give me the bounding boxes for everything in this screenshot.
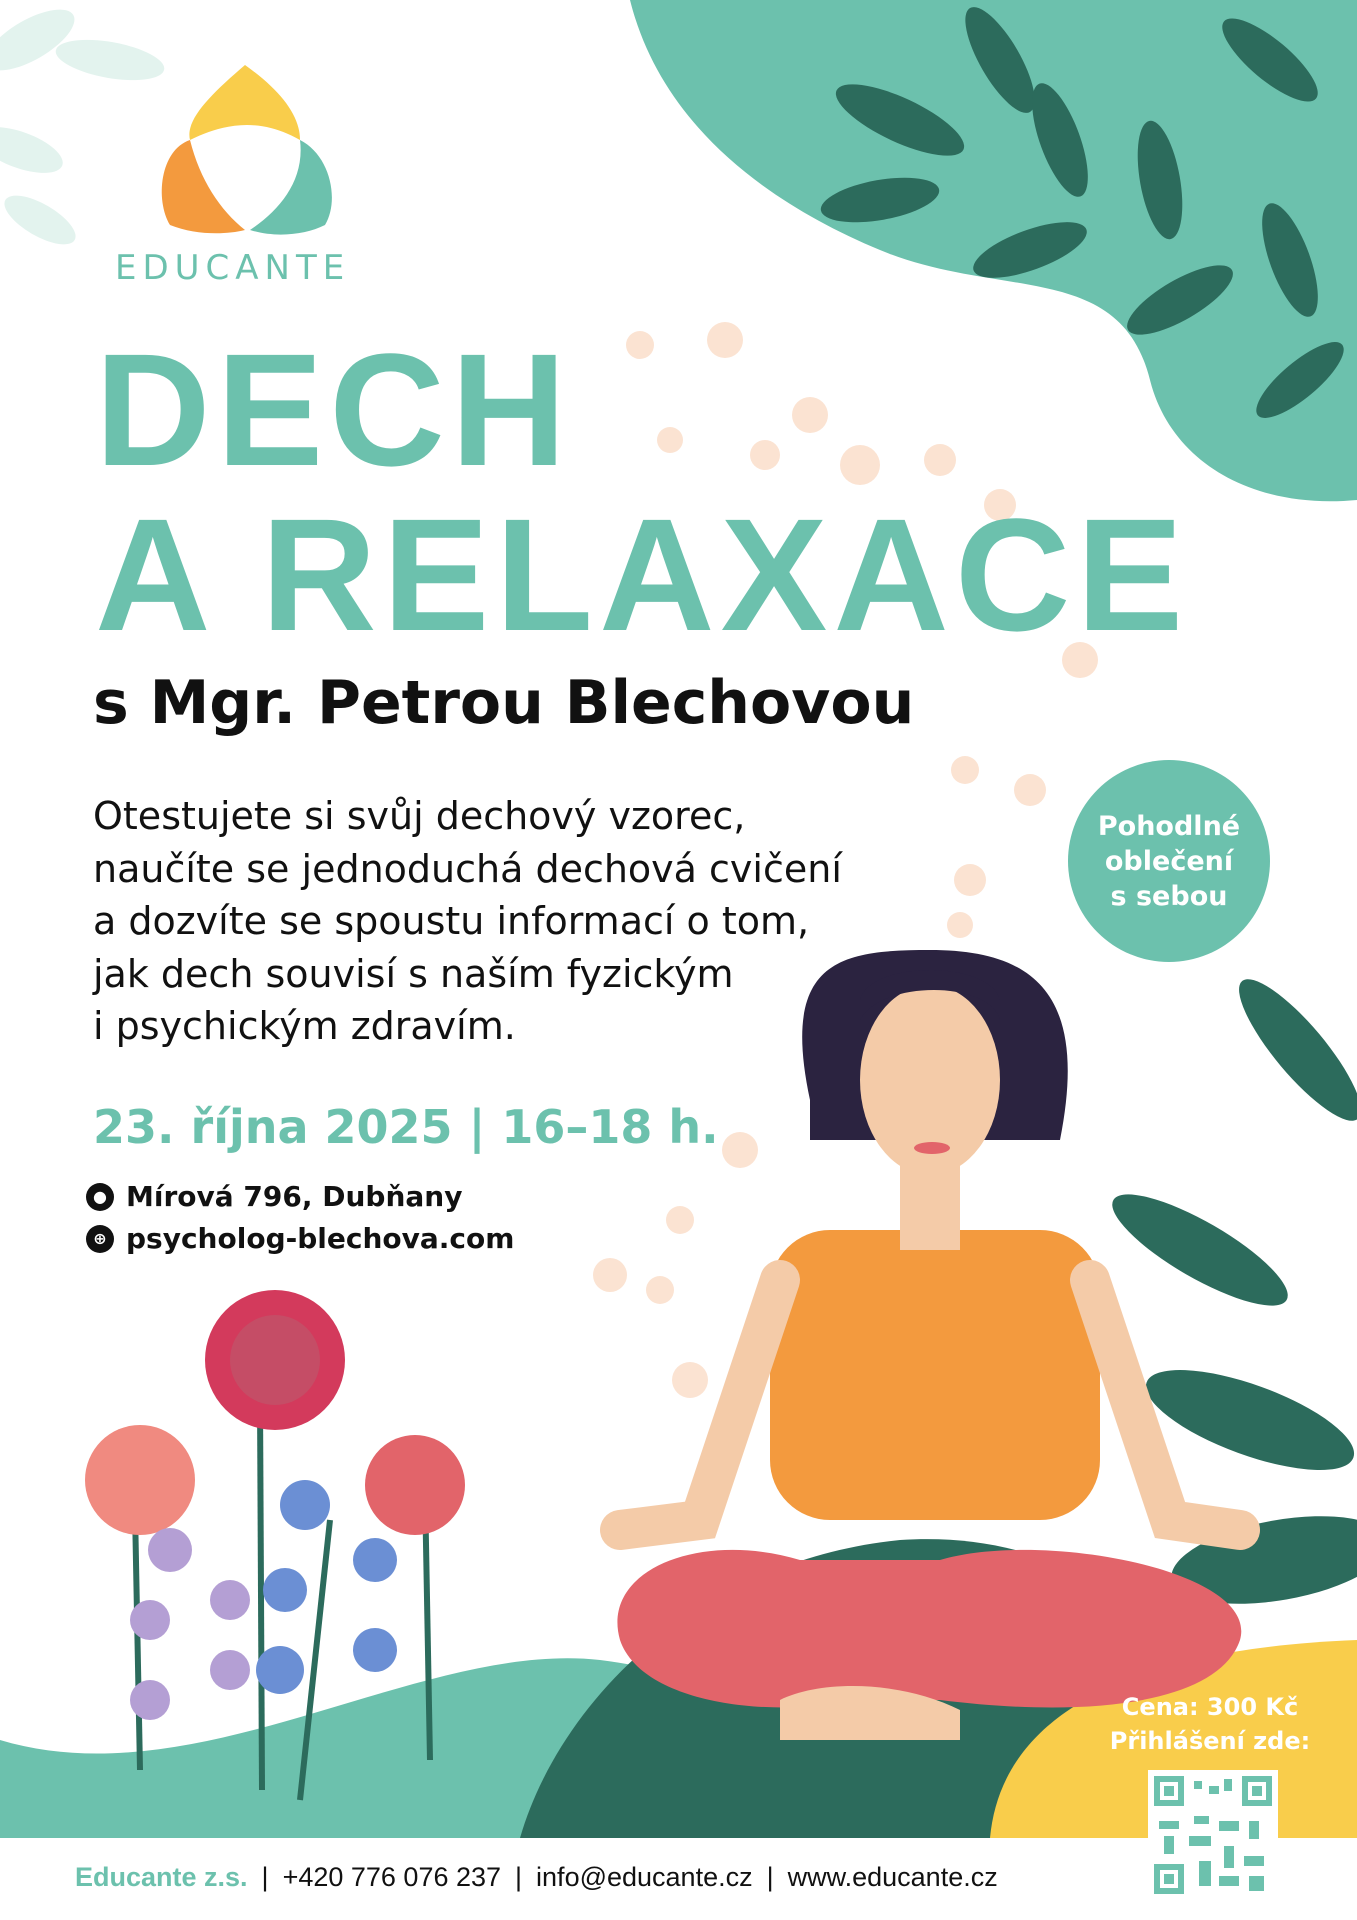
footer-org: Educante z.s. [75,1862,248,1892]
qr-code-icon [1154,1776,1272,1894]
title-line-1: DECH [95,320,573,499]
bubble-line: Pohodlné [1097,810,1241,842]
registration-qr-code[interactable] [1148,1770,1278,1900]
faint-leaves [0,0,167,254]
meditating-woman-illustration [617,950,1241,1740]
educante-logo-icon [162,65,332,235]
footer-web[interactable]: www.educante.cz [787,1862,998,1892]
price-info [1090,1690,1330,1758]
logo-wordmark: EDUCANTE [115,248,351,288]
description-line: Otestujete si svůj dechový vzorec, [93,794,746,838]
globe-icon: ⊕ [86,1225,114,1253]
title-line-2: A RELAXACE [95,485,1190,664]
description [93,790,842,1053]
description-line: jak dech souvisí s naším fyzickým [93,951,734,996]
price: Cena: 300 Kč [1121,1693,1299,1721]
footer [75,1862,998,1893]
address [86,1180,462,1213]
website [86,1222,514,1255]
address-text: Mírová 796, Dubňany [126,1180,463,1213]
bubble-line: oblečení [1104,845,1234,877]
footer-separator: | [261,1862,269,1892]
footer-email[interactable]: info@educante.cz [536,1862,753,1892]
subtitle: s Mgr. Petrou Blechovou [93,668,915,738]
location-pin-icon: ● [86,1183,114,1211]
website-link[interactable]: psycholog-blechova.com [126,1222,515,1255]
description-line: a dozvíte se spoustu informací o tom, [93,899,810,943]
registration-label: Přihlášení zde: [1109,1727,1311,1755]
description-line: naučíte se jednoduchá dechová cvičení [93,846,842,891]
footer-separator: | [766,1862,774,1892]
footer-separator: | [515,1862,523,1892]
footer-phone[interactable]: +420 776 076 237 [282,1862,502,1892]
clothing-note-bubble [1068,760,1270,962]
event-date: 23. října 2025 | 16–18 h. [93,1100,719,1154]
bubble-line: s sebou [1110,880,1228,912]
description-line: i psychickým zdravím. [93,1004,516,1048]
